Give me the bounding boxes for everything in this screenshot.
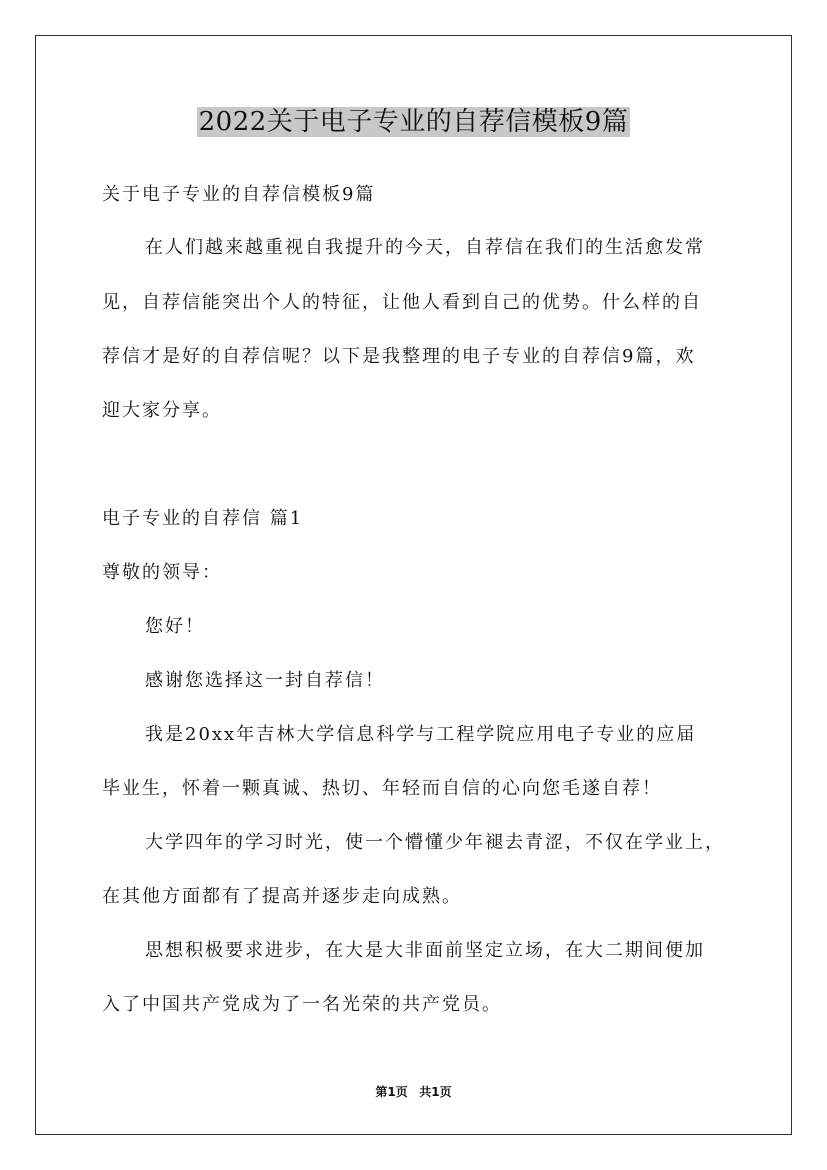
- page-total: 共1页: [419, 1085, 452, 1099]
- document-subtitle: 关于电子专业的自荐信模板9篇: [102, 184, 376, 205]
- page-footer: [0, 1084, 827, 1100]
- page-number: 第1页: [375, 1085, 408, 1099]
- body-line: 入了中国共产党成为了一名光荣的共产党员。: [102, 994, 502, 1015]
- document-title: 2022关于电子专业的自荐信模板9篇: [198, 107, 629, 137]
- intro-line: 在人们越来越重视自我提升的今天，自荐信在我们的生活愈发常: [145, 237, 705, 258]
- body-line: 毕业生，怀着一颗真诚、热切、年轻而自信的心向您毛遂自荐！: [102, 778, 662, 799]
- body-line: 您好！: [145, 616, 205, 637]
- body-line: 我是20xx年吉林大学信息科学与工程学院应用电子专业的应届: [145, 724, 697, 745]
- body-line: 在其他方面都有了提高并逐步走向成熟。: [102, 886, 462, 907]
- body-line: 思想积极要求进步，在大是大非面前坚定立场，在大二期间便加: [145, 940, 705, 961]
- body-line: 大学四年的学习时光，使一个懵懂少年褪去青涩，不仅在学业上，: [145, 832, 725, 853]
- body-line: 感谢您选择这一封自荐信！: [145, 670, 385, 691]
- section-heading: 电子专业的自荐信 篇1: [102, 508, 304, 529]
- intro-line: 见，自荐信能突出个人的特征，让他人看到自己的优势。什么样的自: [102, 292, 702, 313]
- intro-line: 荐信才是好的自荐信呢？以下是我整理的电子专业的自荐信9篇，欢: [102, 346, 696, 367]
- salutation: 尊敬的领导：: [102, 562, 222, 583]
- intro-line: 迎大家分享。: [102, 400, 222, 421]
